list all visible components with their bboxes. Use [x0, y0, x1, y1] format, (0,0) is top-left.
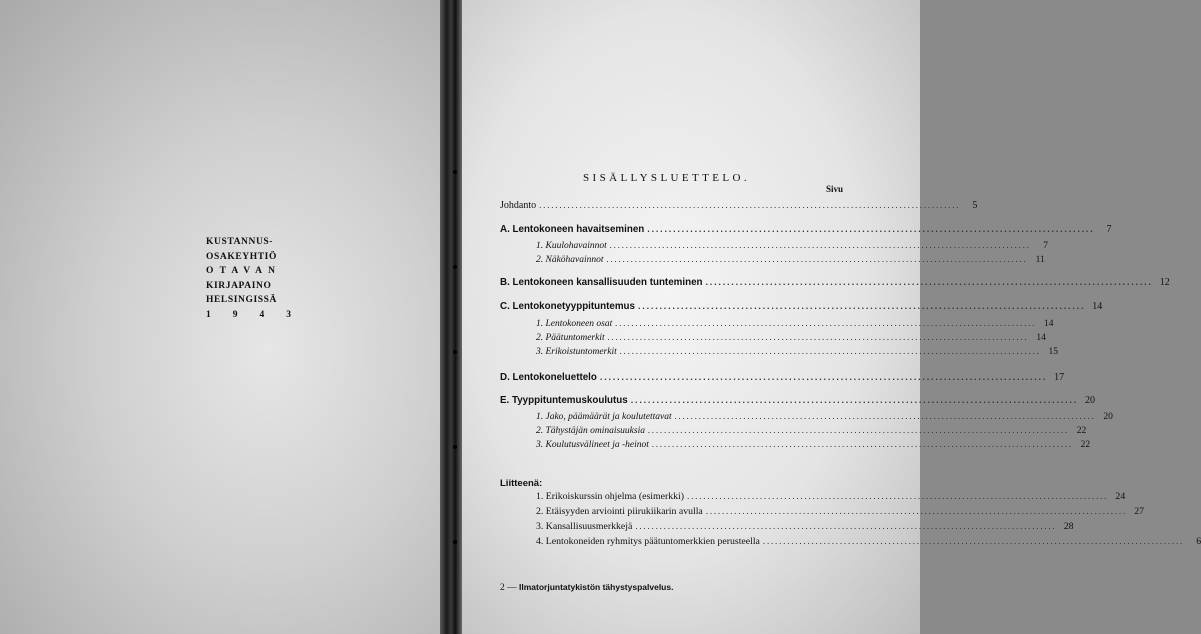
- toc-entry-label: 3. Koulutusvälineet ja -heinot: [536, 440, 649, 450]
- toc-subentry: [536, 332, 1046, 343]
- imprint-line: OSAKEYHTIÖ: [206, 251, 277, 262]
- binding-stitch: [453, 540, 457, 544]
- appendix-label: 4. Lentokoneiden ryhmitys päätuntomerkkien perusteella: [536, 536, 760, 547]
- leader-dots: ........................................................................................................: [705, 506, 1127, 516]
- toc-subentry: [536, 411, 1113, 422]
- toc-entry-page: 14: [1036, 333, 1046, 343]
- toc-entry-label: E. Tyyppituntemuskoulutus: [500, 395, 628, 406]
- toc-entry-label: A. Lentokoneen havaitseminen: [500, 224, 645, 235]
- toc-subentry: [536, 346, 1058, 357]
- leader-dots: ........................................................................................................: [647, 224, 1095, 234]
- toc-entry-label: B. Lentokoneen kansallisuuden tunteminen: [500, 277, 703, 288]
- leader-dots: ........................................................................................................: [687, 491, 1109, 501]
- appendix-entry: [536, 536, 1201, 547]
- appendix-entry: [536, 506, 1144, 517]
- leader-dots: ........................................................................................................: [635, 521, 1057, 531]
- toc-entry-page: 15: [1048, 347, 1058, 357]
- toc-entry-page: 7: [1106, 224, 1112, 235]
- appendix-label: 3. Kansallisuusmerkkejä: [536, 521, 633, 532]
- binding-stitch: [453, 445, 457, 449]
- appendix-heading: Liitteenä:: [500, 478, 543, 489]
- toc-section: [500, 301, 1103, 312]
- page-column-label: Sivu: [826, 184, 844, 194]
- toc-entry-page: 22: [1076, 426, 1087, 436]
- toc-entry-label: 1. Jako, päämäärät ja koulutettavat: [536, 412, 672, 422]
- toc-entry-page: 12: [1159, 277, 1170, 288]
- toc-entry-label: D. Lentokoneluettelo: [500, 372, 597, 383]
- leader-dots: ........................................................................................................: [762, 536, 1185, 546]
- toc-subentry: [536, 318, 1054, 329]
- toc-section: [500, 224, 1112, 235]
- binding-stitch: [453, 170, 457, 174]
- binding-stitch: [453, 265, 457, 269]
- appendix-page: 6: [1196, 536, 1201, 547]
- leader-dots: ........................................................................................................: [599, 372, 1048, 382]
- toc-entry-label: 2. Näköhavainnot: [536, 255, 604, 265]
- toc-entry-page: 20: [1103, 412, 1113, 422]
- appendix-label: 2. Etäisyyden arviointi piirukiikarin avulla: [536, 506, 703, 517]
- footer-running-title: Ilmatorjuntatykistön tähystyspalvelus.: [519, 582, 674, 592]
- appendix-page: 24: [1115, 491, 1126, 502]
- toc-section: [500, 372, 1065, 383]
- leader-dots: ........................................................................................................: [619, 346, 1041, 356]
- toc-entry-label: 1. Kuulohavainnot: [536, 241, 607, 251]
- toc-entry-label: 1. Lentokoneen osat: [536, 319, 613, 329]
- toc-entry-page: 5: [972, 200, 978, 211]
- toc-entry: [500, 200, 978, 211]
- page-footer: [500, 582, 673, 593]
- imprint-line: KIRJAPAINO: [206, 280, 272, 291]
- toc-entry-page: 11: [1035, 255, 1045, 265]
- imprint-line: KUSTANNUS-: [206, 237, 274, 247]
- binding-stitch: [453, 350, 457, 354]
- leader-dots: ........................................................................................................: [651, 439, 1074, 449]
- leader-dots: ........................................................................................................: [609, 240, 1031, 250]
- appendix-page: 28: [1063, 521, 1074, 532]
- toc-entry-label: Johdanto: [500, 200, 537, 211]
- toc-entry-label: 3. Erikoistuntomerkit: [536, 347, 617, 357]
- toc-entry-page: 14: [1043, 319, 1054, 329]
- toc-subentry: [536, 439, 1091, 450]
- toc-entry-page: 22: [1080, 440, 1091, 450]
- toc-entry-page: 7: [1043, 241, 1048, 251]
- toc-entry-page: 14: [1092, 301, 1103, 312]
- toc-entry-page: 17: [1054, 372, 1065, 383]
- book-gutter: [440, 0, 462, 634]
- leader-dots: ........................................................................................................: [607, 332, 1029, 342]
- toc-entry-label: C. Lentokonetyyppituntemus: [500, 301, 635, 312]
- toc-entry-label: 2. Tähystäjän ominaisuuksia: [536, 426, 645, 436]
- toc-title: SISÄLLYSLUETTELO.: [583, 172, 750, 184]
- appendix-page: 27: [1134, 506, 1144, 517]
- imprint-line: OTAVAN: [206, 266, 282, 277]
- imprint-line: HELSINGISSÄ: [206, 295, 278, 306]
- imprint-year: 1943: [206, 309, 313, 320]
- toc-subentry: [536, 425, 1087, 436]
- toc-subentry: [536, 240, 1048, 251]
- leader-dots: ........................................................................................................: [615, 318, 1037, 328]
- leader-dots: ........................................................................................................: [539, 200, 961, 210]
- leader-dots: ........................................................................................................: [674, 411, 1096, 421]
- appendix-entry: [536, 521, 1074, 532]
- publisher-imprint: [206, 235, 313, 323]
- leader-dots: ........................................................................................................: [638, 301, 1086, 311]
- leader-dots: ........................................................................................................: [648, 425, 1070, 435]
- appendix-entry: [536, 491, 1126, 502]
- footer-page-number: 2 —: [500, 583, 517, 593]
- toc-subentry: [536, 254, 1045, 265]
- leader-dots: ........................................................................................................: [606, 254, 1028, 264]
- toc-section: [500, 395, 1095, 406]
- toc-entry-label: 2. Päätuntomerkit: [536, 333, 605, 343]
- toc-section: [500, 277, 1170, 288]
- leader-dots: ........................................................................................................: [705, 277, 1153, 287]
- toc-entry-page: 20: [1084, 395, 1095, 406]
- appendix-label: 1. Erikoiskurssin ohjelma (esimerkki): [536, 491, 685, 502]
- leader-dots: ........................................................................................................: [630, 395, 1078, 405]
